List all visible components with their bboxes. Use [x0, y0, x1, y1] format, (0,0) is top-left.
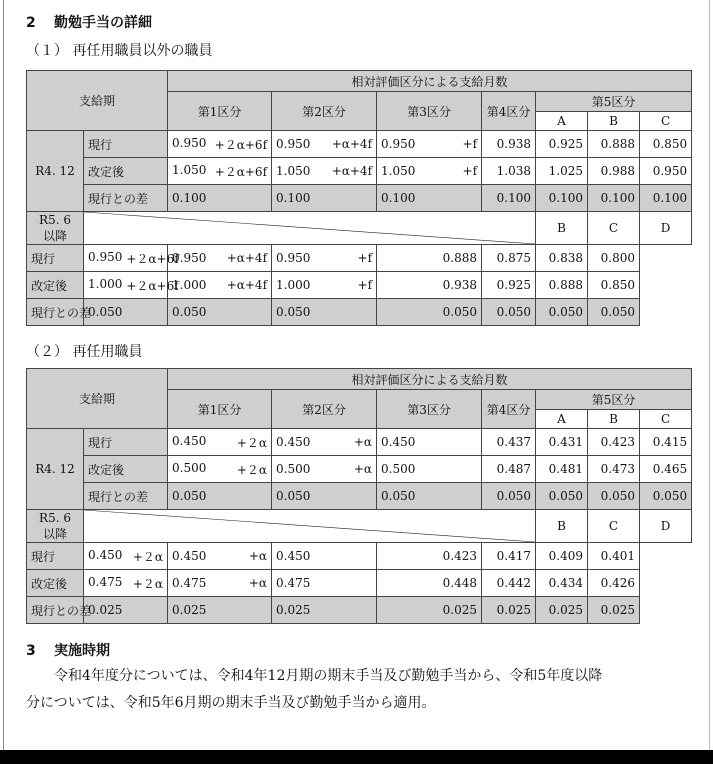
value-base: 1.000 [88, 276, 123, 291]
row-label: 改定後 [84, 456, 168, 483]
diagonal-separator [84, 510, 536, 543]
section-title-text: 勤勉手当の詳細 [54, 15, 152, 31]
value-suffix: +２α+6f [214, 137, 268, 152]
value-suffix: +２α [236, 435, 268, 450]
cell-category-1 [84, 299, 168, 326]
value-suffix: +２α+6f [126, 251, 179, 266]
diagonal-separator [84, 212, 536, 245]
bonus-table-regular-staff [26, 70, 692, 326]
value-wrap [381, 489, 477, 503]
cell-category-3 [272, 597, 377, 624]
cell-category-5-first: 0.025 [482, 597, 536, 624]
header-category-5: 第5区分 [536, 92, 692, 112]
cell-category-2 [168, 272, 272, 299]
header-category-1: 第1区分 [168, 390, 272, 429]
value-suffix: +２α+6f [126, 278, 179, 293]
header-sub-b: B [588, 409, 640, 429]
row-label: 現行との差 [27, 597, 84, 624]
value-wrap [276, 435, 372, 449]
cell-category-2 [168, 543, 272, 570]
cell-category-4: 0.423 [377, 543, 482, 570]
period-label: R4. 12 [27, 131, 84, 212]
header-sub-b: B [536, 510, 588, 543]
cell-category-5-third: 0.850 [640, 131, 692, 158]
cell-category-4: 0.888 [377, 245, 482, 272]
header-category-2: 第2区分 [272, 390, 377, 429]
header-sub-a: A [536, 111, 588, 131]
value-base: 0.025 [88, 603, 123, 617]
cell-category-1 [84, 272, 179, 299]
cell-category-5-third: 0.800 [588, 245, 640, 272]
section-title-implementation [26, 640, 110, 660]
page-right-edge [709, 0, 710, 750]
cell-category-5-first: 0.100 [536, 185, 588, 212]
header-sub-c: C [640, 111, 692, 131]
value-base: 0.100 [172, 191, 207, 205]
value-base: 0.100 [276, 191, 311, 205]
value-wrap [88, 603, 163, 617]
header-sub-c: C [588, 212, 640, 245]
row-label: 現行 [84, 429, 168, 456]
cell-category-2 [272, 429, 377, 456]
cell-category-4: 0.050 [377, 299, 482, 326]
cell-category-5-second: 0.409 [536, 543, 588, 570]
cell-category-5-second: 0.025 [536, 597, 588, 624]
period-label: R5. 6 以降 [27, 212, 84, 245]
value-suffix: +α [353, 435, 373, 449]
cell-category-4: 1.038 [482, 158, 536, 185]
value-wrap [172, 136, 267, 153]
value-base: 0.500 [172, 460, 207, 475]
diagonal-line [84, 510, 535, 542]
cell-category-2 [168, 597, 272, 624]
value-suffix: +２α+6f [214, 164, 268, 179]
cell-category-5-third: 0.050 [588, 299, 640, 326]
value-suffix: +f [357, 278, 373, 292]
page-left-edge [3, 0, 4, 750]
header-sub-c: C [588, 510, 640, 543]
value-base: 1.050 [276, 164, 311, 178]
value-wrap [276, 489, 372, 503]
value-base: 0.050 [276, 489, 311, 503]
value-base: 0.450 [276, 435, 311, 449]
cell-category-1 [84, 597, 168, 624]
row-label: 現行 [27, 245, 84, 272]
cell-category-5-first: 0.442 [482, 570, 536, 597]
header-category-4: 第4区分 [482, 92, 536, 131]
cell-category-4: 0.487 [482, 456, 536, 483]
header-category-3: 第3区分 [377, 92, 482, 131]
value-suffix: +f [357, 251, 373, 265]
value-suffix: +α+4f [331, 137, 373, 151]
value-base: 0.025 [276, 603, 311, 617]
header-category-5: 第5区分 [536, 390, 692, 410]
value-wrap [381, 137, 477, 151]
value-base: 0.100 [381, 191, 416, 205]
cell-category-5-first: 1.025 [536, 158, 588, 185]
cell-category-4: 0.025 [377, 597, 482, 624]
cell-category-4: 0.938 [377, 272, 482, 299]
value-base: 0.450 [88, 547, 123, 562]
value-wrap [172, 434, 267, 451]
cell-category-1 [168, 483, 272, 510]
value-wrap [381, 164, 477, 178]
value-wrap [172, 251, 267, 265]
header-sub-a: A [536, 409, 588, 429]
cell-category-3 [272, 570, 377, 597]
value-suffix: +２α [132, 549, 164, 564]
cell-category-3 [377, 483, 482, 510]
implementation-line-2: 分については、令和5年6月期の期末手当及び勤勉手当から適用。 [26, 695, 436, 711]
cell-category-1 [168, 131, 272, 158]
header-sub-b: B [588, 111, 640, 131]
cell-category-5-first: 0.417 [482, 543, 536, 570]
value-wrap [276, 603, 372, 617]
value-base: 0.050 [276, 305, 311, 319]
value-wrap [276, 549, 372, 563]
subsection-title-non-reappointed: （１） 再任用職員以外の職員 [26, 43, 213, 59]
value-wrap [172, 278, 267, 292]
cell-category-2 [168, 570, 272, 597]
row-label: 改定後 [84, 158, 168, 185]
value-wrap [276, 305, 372, 319]
cell-category-3 [377, 429, 482, 456]
header-sub-d: D [640, 212, 692, 245]
header-period: 支給期 [27, 369, 168, 429]
value-base: 0.450 [276, 549, 311, 563]
value-suffix: +α+4f [331, 164, 373, 178]
value-suffix: +f [462, 164, 478, 178]
period-label: R5. 6 以降 [27, 510, 84, 543]
value-wrap [88, 276, 179, 294]
value-wrap [276, 191, 372, 205]
value-base: 0.050 [172, 305, 207, 319]
cell-category-5-third: 0.025 [588, 597, 640, 624]
value-base: 0.475 [88, 574, 123, 589]
cell-category-2 [168, 299, 272, 326]
cell-category-5-second: 0.888 [588, 131, 640, 158]
row-label: 現行との差 [27, 299, 84, 326]
value-suffix: +２α [236, 462, 268, 477]
value-base: 0.950 [276, 251, 311, 265]
bonus-table-reappointed-staff [26, 368, 692, 624]
value-base: 0.500 [276, 462, 311, 476]
value-base: 1.000 [172, 278, 207, 292]
cell-category-2 [272, 185, 377, 212]
value-wrap [172, 489, 267, 503]
value-suffix: +α [248, 549, 268, 563]
value-suffix: +α [248, 576, 268, 590]
value-wrap [88, 548, 163, 565]
header-category-2: 第2区分 [272, 92, 377, 131]
value-wrap [276, 576, 372, 590]
value-base: 0.450 [381, 435, 416, 449]
bottom-bar [0, 750, 713, 764]
value-wrap [172, 603, 267, 617]
value-suffix: +２α [132, 576, 164, 591]
value-base: 0.050 [172, 489, 207, 503]
value-wrap [172, 576, 267, 590]
cell-category-2 [272, 456, 377, 483]
row-label: 改定後 [27, 272, 84, 299]
value-wrap [88, 249, 179, 267]
value-wrap [88, 305, 163, 319]
value-suffix: +f [462, 137, 478, 151]
cell-category-5-second: 0.888 [536, 272, 588, 299]
cell-category-4: 0.100 [482, 185, 536, 212]
value-base: 0.025 [172, 603, 207, 617]
value-base: 0.050 [88, 305, 123, 319]
value-wrap [381, 191, 477, 205]
header-category-3: 第3区分 [377, 390, 482, 429]
cell-category-5-second: 0.100 [588, 185, 640, 212]
cell-category-3 [377, 456, 482, 483]
cell-category-3 [272, 543, 377, 570]
cell-category-5-third: 0.050 [640, 483, 692, 510]
cell-category-1 [168, 456, 272, 483]
cell-category-5-third: 0.100 [640, 185, 692, 212]
value-suffix: +α [353, 462, 373, 476]
cell-category-3 [377, 158, 482, 185]
value-wrap [172, 305, 267, 319]
header-relative-eval: 相対評価区分による支給月数 [168, 71, 692, 92]
section-title-bonus-details [26, 12, 152, 32]
value-wrap [276, 251, 372, 265]
value-wrap [172, 191, 267, 205]
cell-category-3 [377, 185, 482, 212]
value-wrap [276, 278, 372, 292]
value-wrap [172, 549, 267, 563]
value-wrap [172, 461, 267, 478]
cell-category-3 [272, 272, 377, 299]
value-base: 1.050 [381, 164, 416, 178]
period-label: R4. 12 [27, 429, 84, 510]
value-base: 0.475 [172, 576, 207, 590]
subsection-title-reappointed: （２） 再任用職員 [26, 344, 143, 360]
row-label: 現行 [27, 543, 84, 570]
cell-category-2 [168, 245, 272, 272]
cell-category-4: 0.437 [482, 429, 536, 456]
cell-category-5-first: 0.875 [482, 245, 536, 272]
cell-category-4: 0.050 [482, 483, 536, 510]
cell-category-5-second: 0.988 [588, 158, 640, 185]
value-wrap [276, 164, 372, 178]
cell-category-5-third: 0.850 [588, 272, 640, 299]
value-suffix: +α+4f [226, 278, 268, 292]
value-base: 0.450 [172, 433, 207, 448]
implementation-line-1: 令和4年度分については、令和4年12月期の期末手当及び勤勉手当から、令和5年度以降 [54, 668, 603, 684]
cell-category-1 [168, 158, 272, 185]
cell-category-5-second: 0.473 [588, 456, 640, 483]
cell-category-1 [168, 185, 272, 212]
value-suffix: +α+4f [226, 251, 268, 265]
value-base: 0.500 [381, 462, 416, 476]
value-base: 1.000 [276, 278, 311, 292]
section-number: 3 [26, 643, 36, 659]
value-base: 1.050 [172, 162, 207, 177]
cell-category-4: 0.938 [482, 131, 536, 158]
value-base: 0.450 [172, 549, 207, 563]
cell-category-5-second: 0.050 [588, 483, 640, 510]
cell-category-1 [84, 570, 168, 597]
value-base: 0.950 [172, 251, 207, 265]
cell-category-1 [84, 543, 168, 570]
value-wrap [276, 462, 372, 476]
header-sub-c: C [640, 409, 692, 429]
value-base: 0.950 [88, 249, 123, 264]
cell-category-5-third: 0.950 [640, 158, 692, 185]
cell-category-4: 0.448 [377, 570, 482, 597]
value-base: 0.950 [276, 137, 311, 151]
implementation-paragraph [26, 663, 696, 717]
cell-category-5-first: 0.050 [482, 299, 536, 326]
header-sub-b: B [536, 212, 588, 245]
value-base: 0.950 [172, 135, 207, 150]
cell-category-5-third: 0.426 [588, 570, 640, 597]
value-base: 0.950 [381, 137, 416, 151]
value-base: 0.475 [276, 576, 311, 590]
value-wrap [276, 137, 372, 151]
header-category-1: 第1区分 [168, 92, 272, 131]
cell-category-5-first: 0.925 [536, 131, 588, 158]
row-label: 現行との差 [84, 483, 168, 510]
cell-category-3 [272, 299, 377, 326]
cell-category-5-third: 0.415 [640, 429, 692, 456]
value-wrap [88, 575, 163, 592]
cell-category-1 [168, 429, 272, 456]
value-base: 0.050 [381, 489, 416, 503]
cell-category-5-second: 0.423 [588, 429, 640, 456]
value-wrap [381, 462, 477, 476]
cell-category-3 [272, 245, 377, 272]
section-title-text: 実施時期 [54, 643, 110, 659]
header-sub-d: D [640, 510, 692, 543]
cell-category-2 [272, 483, 377, 510]
header-category-4: 第4区分 [482, 390, 536, 429]
row-label: 改定後 [27, 570, 84, 597]
row-label: 現行との差 [84, 185, 168, 212]
cell-category-5-first: 0.431 [536, 429, 588, 456]
value-wrap [172, 163, 267, 180]
header-period: 支給期 [27, 71, 168, 131]
cell-category-1 [84, 245, 179, 272]
cell-category-5-first: 0.050 [536, 483, 588, 510]
section-number: 2 [26, 15, 36, 31]
diagonal-line [84, 212, 535, 244]
value-wrap [381, 435, 477, 449]
cell-category-3 [377, 131, 482, 158]
cell-category-5-third: 0.465 [640, 456, 692, 483]
cell-category-5-second: 0.838 [536, 245, 588, 272]
cell-category-2 [272, 158, 377, 185]
cell-category-5-third: 0.401 [588, 543, 640, 570]
header-relative-eval: 相対評価区分による支給月数 [168, 369, 692, 390]
cell-category-5-first: 0.481 [536, 456, 588, 483]
cell-category-5-first: 0.925 [482, 272, 536, 299]
cell-category-2 [272, 131, 377, 158]
cell-category-5-second: 0.434 [536, 570, 588, 597]
row-label: 現行 [84, 131, 168, 158]
cell-category-5-second: 0.050 [536, 299, 588, 326]
